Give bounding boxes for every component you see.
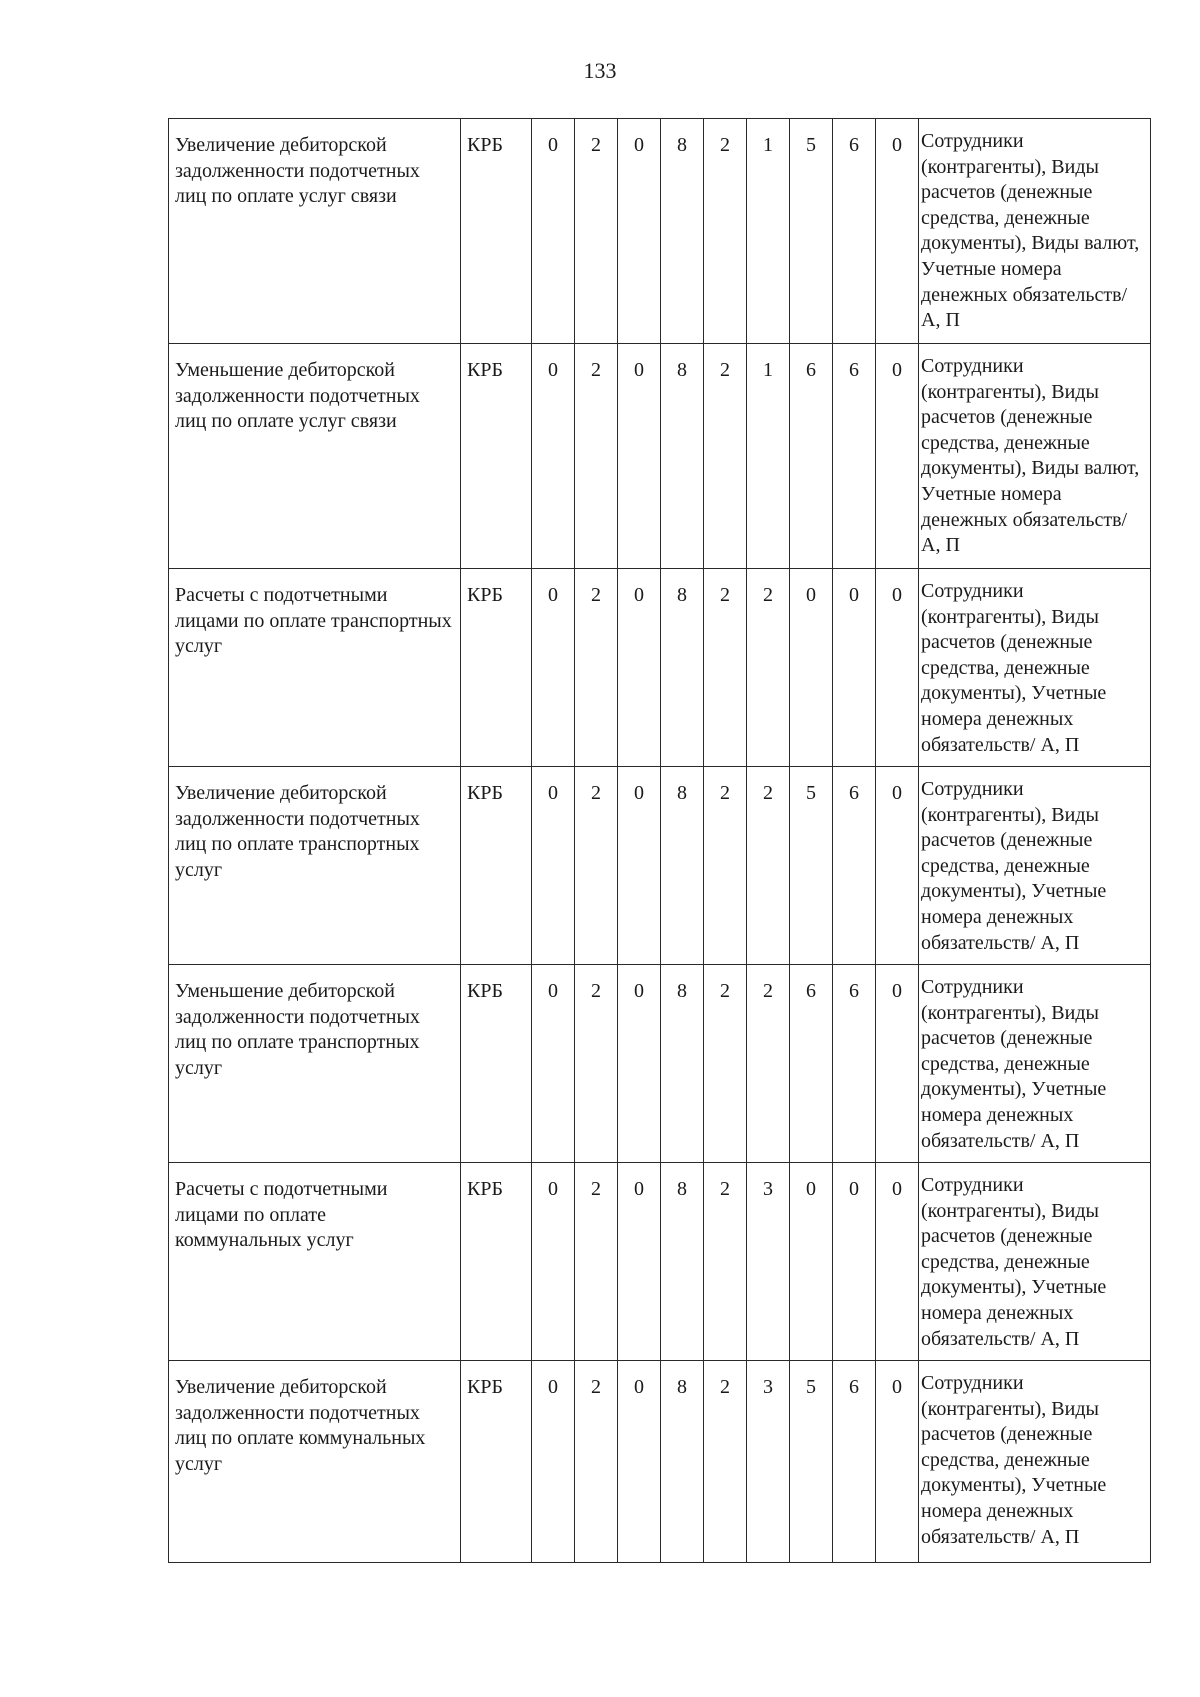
account-digit-cell: 0	[790, 569, 833, 767]
account-digit-cell: 2	[704, 965, 747, 1163]
account-digit-cell: 0	[876, 344, 919, 569]
account-digit-cell: 0	[532, 119, 575, 344]
account-digit-cell: 2	[575, 1163, 618, 1361]
account-digit-cell: 0	[833, 569, 876, 767]
account-digit-cell: 0	[532, 569, 575, 767]
account-digit-cell: 6	[833, 119, 876, 344]
account-digit-cell: 0	[618, 569, 661, 767]
account-digit-cell: 3	[747, 1361, 790, 1563]
budget-code-cell: КРБ	[461, 569, 532, 767]
account-digit-cell: 8	[661, 569, 704, 767]
table-row	[169, 1361, 1151, 1563]
table-row	[169, 965, 1151, 1163]
account-digit-cell: 2	[575, 767, 618, 965]
account-digit-cell: 0	[532, 965, 575, 1163]
account-digit-cell: 2	[747, 965, 790, 1163]
budget-code-cell: КРБ	[461, 767, 532, 965]
account-digit-cell: 0	[833, 1163, 876, 1361]
account-digit-cell: 8	[661, 965, 704, 1163]
account-digit-cell: 2	[575, 569, 618, 767]
account-digit-cell: 2	[575, 965, 618, 1163]
account-name-cell: Расчеты с подотчетными лицами по оплате транспортных услуг	[169, 569, 461, 767]
account-digit-cell: 6	[833, 1361, 876, 1563]
budget-code-cell: КРБ	[461, 344, 532, 569]
account-digit-cell: 0	[532, 1163, 575, 1361]
account-digit-cell: 8	[661, 1361, 704, 1563]
account-name-cell: Уменьшение дебиторской задолженности подотчетных лиц по оплате транспортных услуг	[169, 965, 461, 1163]
account-digit-cell: 2	[704, 1163, 747, 1361]
account-digit-cell: 1	[747, 344, 790, 569]
table-row	[169, 767, 1151, 965]
table-row	[169, 569, 1151, 767]
account-digit-cell: 0	[876, 965, 919, 1163]
account-digit-cell: 5	[790, 1361, 833, 1563]
account-digit-cell: 0	[618, 1361, 661, 1563]
account-digit-cell: 8	[661, 119, 704, 344]
analytics-cell: Сотрудники (контрагенты), Виды расчетов (денежные средства, денежные документы), Учетные номера денежных обязательств/ А, П	[919, 569, 1151, 767]
account-digit-cell: 2	[575, 344, 618, 569]
account-digit-cell: 2	[704, 569, 747, 767]
account-digit-cell: 0	[876, 1361, 919, 1563]
account-digit-cell: 0	[618, 767, 661, 965]
account-digit-cell: 2	[575, 119, 618, 344]
account-digit-cell: 5	[790, 767, 833, 965]
account-name-cell: Увеличение дебиторской задолженности подотчетных лиц по оплате услуг связи	[169, 119, 461, 344]
account-digit-cell: 3	[747, 1163, 790, 1361]
account-digit-cell: 0	[876, 767, 919, 965]
account-digit-cell: 8	[661, 767, 704, 965]
budget-code-cell: КРБ	[461, 119, 532, 344]
account-digit-cell: 0	[876, 1163, 919, 1361]
table-row	[169, 1163, 1151, 1361]
account-name-cell: Увеличение дебиторской задолженности подотчетных лиц по оплате транспортных услуг	[169, 767, 461, 965]
analytics-cell: Сотрудники (контрагенты), Виды расчетов (денежные средства, денежные документы), Учетные номера денежных обязательств/ А, П	[919, 965, 1151, 1163]
account-digit-cell: 2	[747, 767, 790, 965]
budget-code-cell: КРБ	[461, 965, 532, 1163]
account-digit-cell: 0	[876, 569, 919, 767]
account-digit-cell: 0	[618, 119, 661, 344]
account-digit-cell: 6	[790, 344, 833, 569]
account-digit-cell: 0	[532, 344, 575, 569]
accounts-table	[168, 118, 1151, 1563]
account-digit-cell: 1	[747, 119, 790, 344]
analytics-cell: Сотрудники (контрагенты), Виды расчетов (денежные средства, денежные документы), Учетные номера денежных обязательств/ А, П	[919, 767, 1151, 965]
analytics-cell: Сотрудники (контрагенты), Виды расчетов (денежные средства, денежные документы), Виды валют, Учетные номера денежных обязательств/ А, П	[919, 119, 1151, 344]
account-digit-cell: 6	[833, 965, 876, 1163]
account-digit-cell: 0	[618, 965, 661, 1163]
account-digit-cell: 2	[704, 344, 747, 569]
account-name-cell: Расчеты с подотчетными лицами по оплате коммунальных услуг	[169, 1163, 461, 1361]
account-name-cell: Уменьшение дебиторской задолженности подотчетных лиц по оплате услуг связи	[169, 344, 461, 569]
account-digit-cell: 0	[876, 119, 919, 344]
account-digit-cell: 2	[704, 1361, 747, 1563]
analytics-cell: Сотрудники (контрагенты), Виды расчетов (денежные средства, денежные документы), Учетные номера денежных обязательств/ А, П	[919, 1361, 1151, 1563]
account-digit-cell: 2	[575, 1361, 618, 1563]
account-digit-cell: 0	[618, 1163, 661, 1361]
account-digit-cell: 6	[833, 767, 876, 965]
budget-code-cell: КРБ	[461, 1163, 532, 1361]
account-digit-cell: 8	[661, 1163, 704, 1361]
analytics-cell: Сотрудники (контрагенты), Виды расчетов (денежные средства, денежные документы), Виды валют, Учетные номера денежных обязательств/ А, П	[919, 344, 1151, 569]
account-digit-cell: 2	[704, 119, 747, 344]
account-digit-cell: 0	[532, 1361, 575, 1563]
account-digit-cell: 5	[790, 119, 833, 344]
account-digit-cell: 8	[661, 344, 704, 569]
account-digit-cell: 6	[790, 965, 833, 1163]
budget-code-cell: КРБ	[461, 1361, 532, 1563]
table-body	[169, 119, 1151, 1563]
account-digit-cell: 0	[790, 1163, 833, 1361]
table-row	[169, 119, 1151, 344]
analytics-cell: Сотрудники (контрагенты), Виды расчетов (денежные средства, денежные документы), Учетные номера денежных обязательств/ А, П	[919, 1163, 1151, 1361]
table-row	[169, 344, 1151, 569]
account-digit-cell: 0	[618, 344, 661, 569]
account-digit-cell: 2	[704, 767, 747, 965]
account-name-cell: Увеличение дебиторской задолженности подотчетных лиц по оплате коммунальных услуг	[169, 1361, 461, 1563]
account-digit-cell: 0	[532, 767, 575, 965]
account-digit-cell: 2	[747, 569, 790, 767]
page-number: 133	[583, 58, 617, 83]
account-digit-cell: 6	[833, 344, 876, 569]
